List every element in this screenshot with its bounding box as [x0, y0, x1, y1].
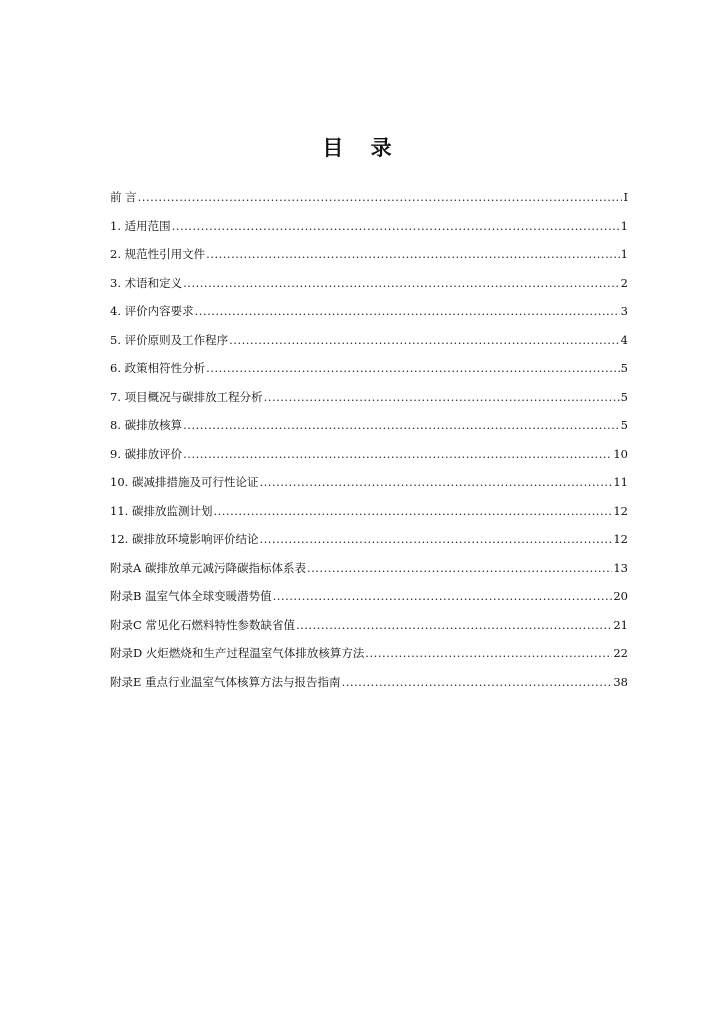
toc-leader-dots: [195, 297, 620, 326]
toc-leader-dots: [307, 554, 612, 583]
toc-leader-dots: [183, 269, 620, 298]
toc-entry-label: 附录A 碳排放单元减污降碳指标体系表: [110, 560, 306, 575]
toc-leader-dots: [259, 468, 612, 497]
toc-entry-page: 5: [620, 418, 628, 432]
toc-leader-dots: [183, 440, 612, 469]
toc-entry-appendix-c[interactable]: [110, 611, 628, 640]
toc-entry-label: 7. 项目概况与碳排放工程分析: [110, 389, 263, 404]
toc-entry-page: 5: [620, 389, 628, 404]
toc-entry-page: 1: [620, 247, 628, 261]
toc-entry-label: 附录E 重点行业温室气体核算方法与报告指南: [110, 674, 341, 689]
toc-leader-dots: [342, 668, 613, 697]
toc-entry-5[interactable]: [110, 326, 628, 355]
toc-entry-page: 3: [620, 304, 628, 318]
toc-entry-label: 1. 适用范围: [110, 218, 171, 233]
toc-entry-label: 4. 评价内容要求: [110, 304, 194, 318]
toc-entry-page: I: [623, 190, 628, 204]
toc-entry-page: 5: [620, 361, 628, 375]
toc-leader-dots: [183, 411, 620, 440]
toc-entry-4[interactable]: [110, 297, 628, 326]
toc-entry-11[interactable]: [110, 497, 628, 526]
toc-leader-dots: [172, 212, 620, 241]
toc-entry-7[interactable]: [110, 383, 628, 412]
toc-entry-appendix-a[interactable]: [110, 554, 628, 583]
toc-entry-page: 12: [613, 532, 628, 546]
toc-leader-dots: [213, 497, 612, 526]
toc-entry-label: 8. 碳排放核算: [110, 418, 183, 432]
toc-leader-dots: [264, 383, 620, 412]
toc-entry-label: 6. 政策相符性分析: [110, 361, 206, 375]
toc-leader-dots: [296, 611, 612, 640]
toc-entry-page: 2: [620, 275, 628, 290]
toc-leader-dots: [259, 525, 612, 554]
toc-entry-page: 11: [613, 475, 628, 489]
toc-entry-label: 前 言: [110, 190, 137, 204]
toc-entry-label: 11. 碳排放监测计划: [110, 503, 213, 518]
toc-entry-appendix-b[interactable]: [110, 582, 628, 611]
toc-entry-page: 1: [620, 218, 628, 233]
toc-leader-dots: [206, 354, 620, 383]
toc-entry-foreword[interactable]: [110, 183, 628, 212]
toc-leader-dots: [229, 326, 620, 355]
toc-entry-label: 12. 碳排放环境影响评价结论: [110, 532, 259, 546]
toc-entry-12[interactable]: [110, 525, 628, 554]
toc-entry-label: 5. 评价原则及工作程序: [110, 332, 229, 347]
toc-entry-page: 13: [613, 560, 628, 575]
toc-entry-page: 10: [613, 446, 628, 461]
toc-entry-page: 12: [613, 503, 628, 518]
toc-leader-dots: [273, 582, 613, 611]
toc-entry-8[interactable]: [110, 411, 628, 440]
toc-entry-label: 9. 碳排放评价: [110, 446, 183, 461]
toc-entry-6[interactable]: [110, 354, 628, 383]
toc-entry-label: 附录B 温室气体全球变暖潜势值: [110, 589, 272, 603]
toc-entry-10[interactable]: [110, 468, 628, 497]
toc-entry-1[interactable]: [110, 212, 628, 241]
toc-leader-dots: [138, 183, 623, 212]
toc-leader-dots: [365, 639, 612, 668]
toc-entry-page: 4: [620, 332, 628, 347]
toc-entry-page: 21: [613, 617, 628, 632]
page-title: 目 录: [322, 136, 402, 160]
toc-entry-3[interactable]: [110, 269, 628, 298]
toc-entry-label: 附录D 火炬燃烧和生产过程温室气体排放核算方法: [110, 646, 365, 660]
table-of-contents: [110, 183, 628, 696]
toc-entry-label: 3. 术语和定义: [110, 275, 183, 290]
toc-entry-label: 附录C 常见化石燃料特性参数缺省值: [110, 617, 295, 632]
toc-entry-appendix-e[interactable]: [110, 668, 628, 697]
toc-entry-page: 38: [613, 674, 628, 689]
toc-entry-appendix-d[interactable]: [110, 639, 628, 668]
toc-entry-2[interactable]: [110, 240, 628, 269]
toc-entry-label: 2. 规范性引用文件: [110, 247, 206, 261]
toc-entry-label: 10. 碳减排措施及可行性论证: [110, 475, 259, 489]
toc-entry-page: 22: [613, 646, 628, 660]
toc-entry-page: 20: [613, 589, 628, 603]
toc-leader-dots: [206, 240, 620, 269]
toc-entry-9[interactable]: [110, 440, 628, 469]
